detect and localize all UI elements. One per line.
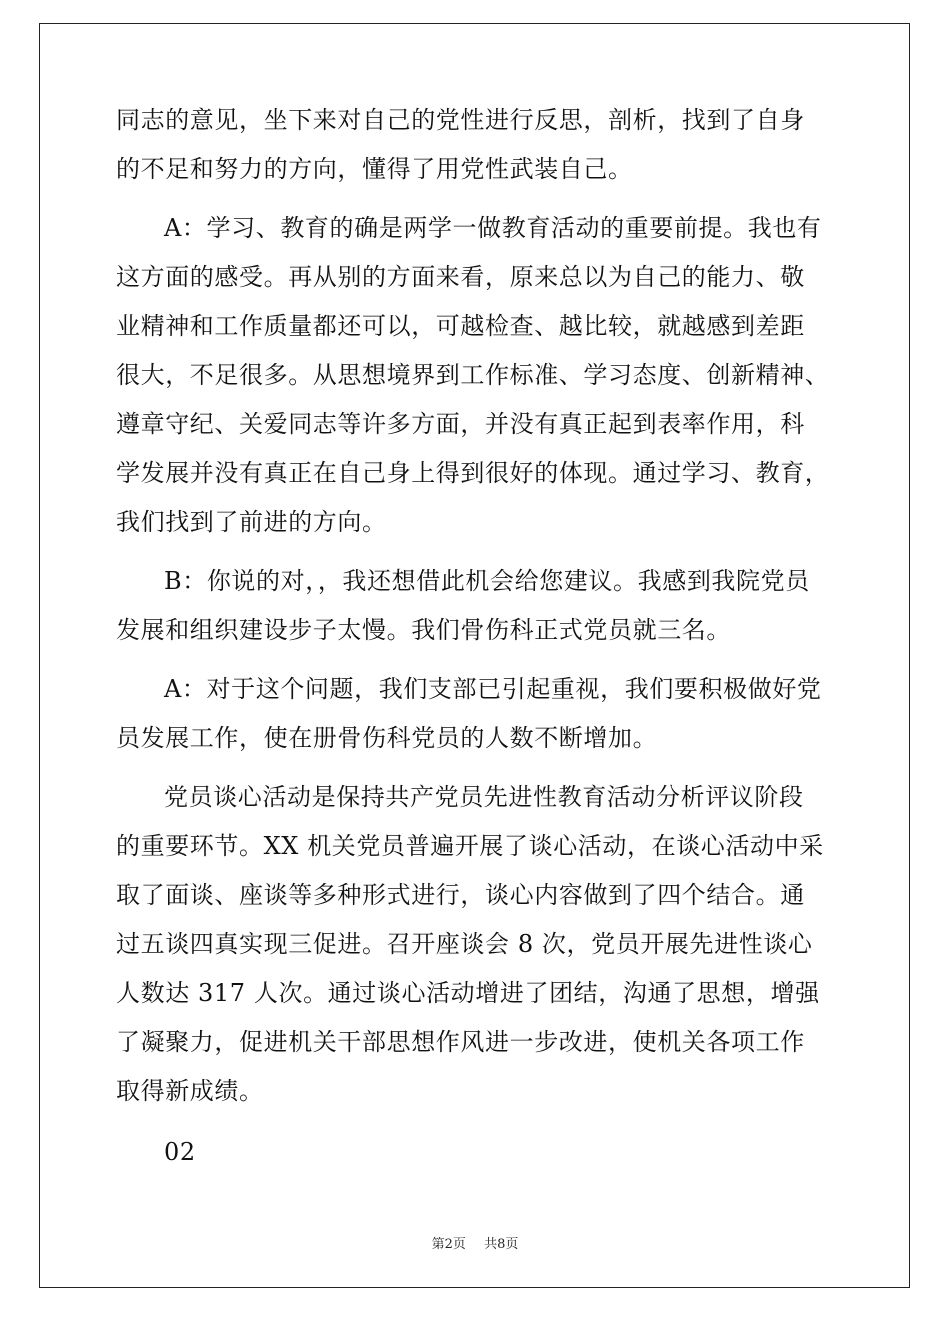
text-line: 很大，不足很多。从思想境界到工作标准、学习态度、创新精神、 bbox=[116, 361, 830, 389]
text-line: 过五谈四真实现三促进。召开座谈会 8 次，党员开展先进性谈心 bbox=[116, 930, 813, 958]
page-number: 第2页 bbox=[431, 1237, 466, 1252]
text-line: 取得新成绩。 bbox=[116, 1077, 264, 1105]
text-line: 同志的意见，坐下来对自己的党性进行反思，剖析，找到了自身 bbox=[116, 106, 805, 134]
text-line: A：对于这个问题，我们支部已引起重视，我们要积极做好党 bbox=[164, 675, 822, 703]
total-pages: 共8页 bbox=[484, 1237, 519, 1252]
text-line: B：你说的对，，我还想借此机会给您建议。我感到我院党员 bbox=[164, 567, 810, 595]
section-number: 02 bbox=[164, 1138, 196, 1166]
text-line: 遵章守纪、关爱同志等许多方面，并没有真正起到表率作用，科 bbox=[116, 410, 805, 438]
paragraph-2 bbox=[116, 204, 836, 547]
text-line: 的重要环节。XX 机关党员普遍开展了谈心活动，在谈心活动中采 bbox=[116, 832, 824, 860]
text-line: 员发展工作，使在册骨伤科党员的人数不断增加。 bbox=[116, 724, 658, 752]
paragraph-3 bbox=[116, 557, 836, 655]
text-line: 发展和组织建设步子太慢。我们骨伤科正式党员就三名。 bbox=[116, 616, 731, 644]
text-line: A：学习、教育的确是两学一做教育活动的重要前提。我也有 bbox=[164, 214, 822, 242]
text-line: 的不足和努力的方向，懂得了用党性武装自己。 bbox=[116, 155, 633, 183]
document-body bbox=[116, 96, 836, 1177]
paragraph-5 bbox=[116, 773, 836, 1116]
text-line: 学发展并没有真正在自己身上得到很好的体现。通过学习、教育， bbox=[116, 459, 830, 487]
text-line: 我们找到了前进的方向。 bbox=[116, 508, 387, 536]
text-line: 了凝聚力，促进机关干部思想作风进一步改进，使机关各项工作 bbox=[116, 1028, 805, 1056]
text-line: 取了面谈、座谈等多种形式进行，谈心内容做到了四个结合。通 bbox=[116, 881, 805, 909]
paragraph-4 bbox=[116, 665, 836, 763]
text-line: 这方面的感受。再从别的方面来看，原来总以为自己的能力、敬 bbox=[116, 263, 805, 291]
text-line: 业精神和工作质量都还可以，可越检查、越比较，就越感到差距 bbox=[116, 312, 805, 340]
text-line: 人数达 317 人次。通过谈心活动增进了团结，沟通了思想，增强 bbox=[116, 979, 820, 1007]
paragraph-1 bbox=[116, 96, 836, 194]
page-footer bbox=[0, 1233, 950, 1252]
text-line: 党员谈心活动是保持共产党员先进性教育活动分析评议阶段 bbox=[164, 783, 804, 811]
